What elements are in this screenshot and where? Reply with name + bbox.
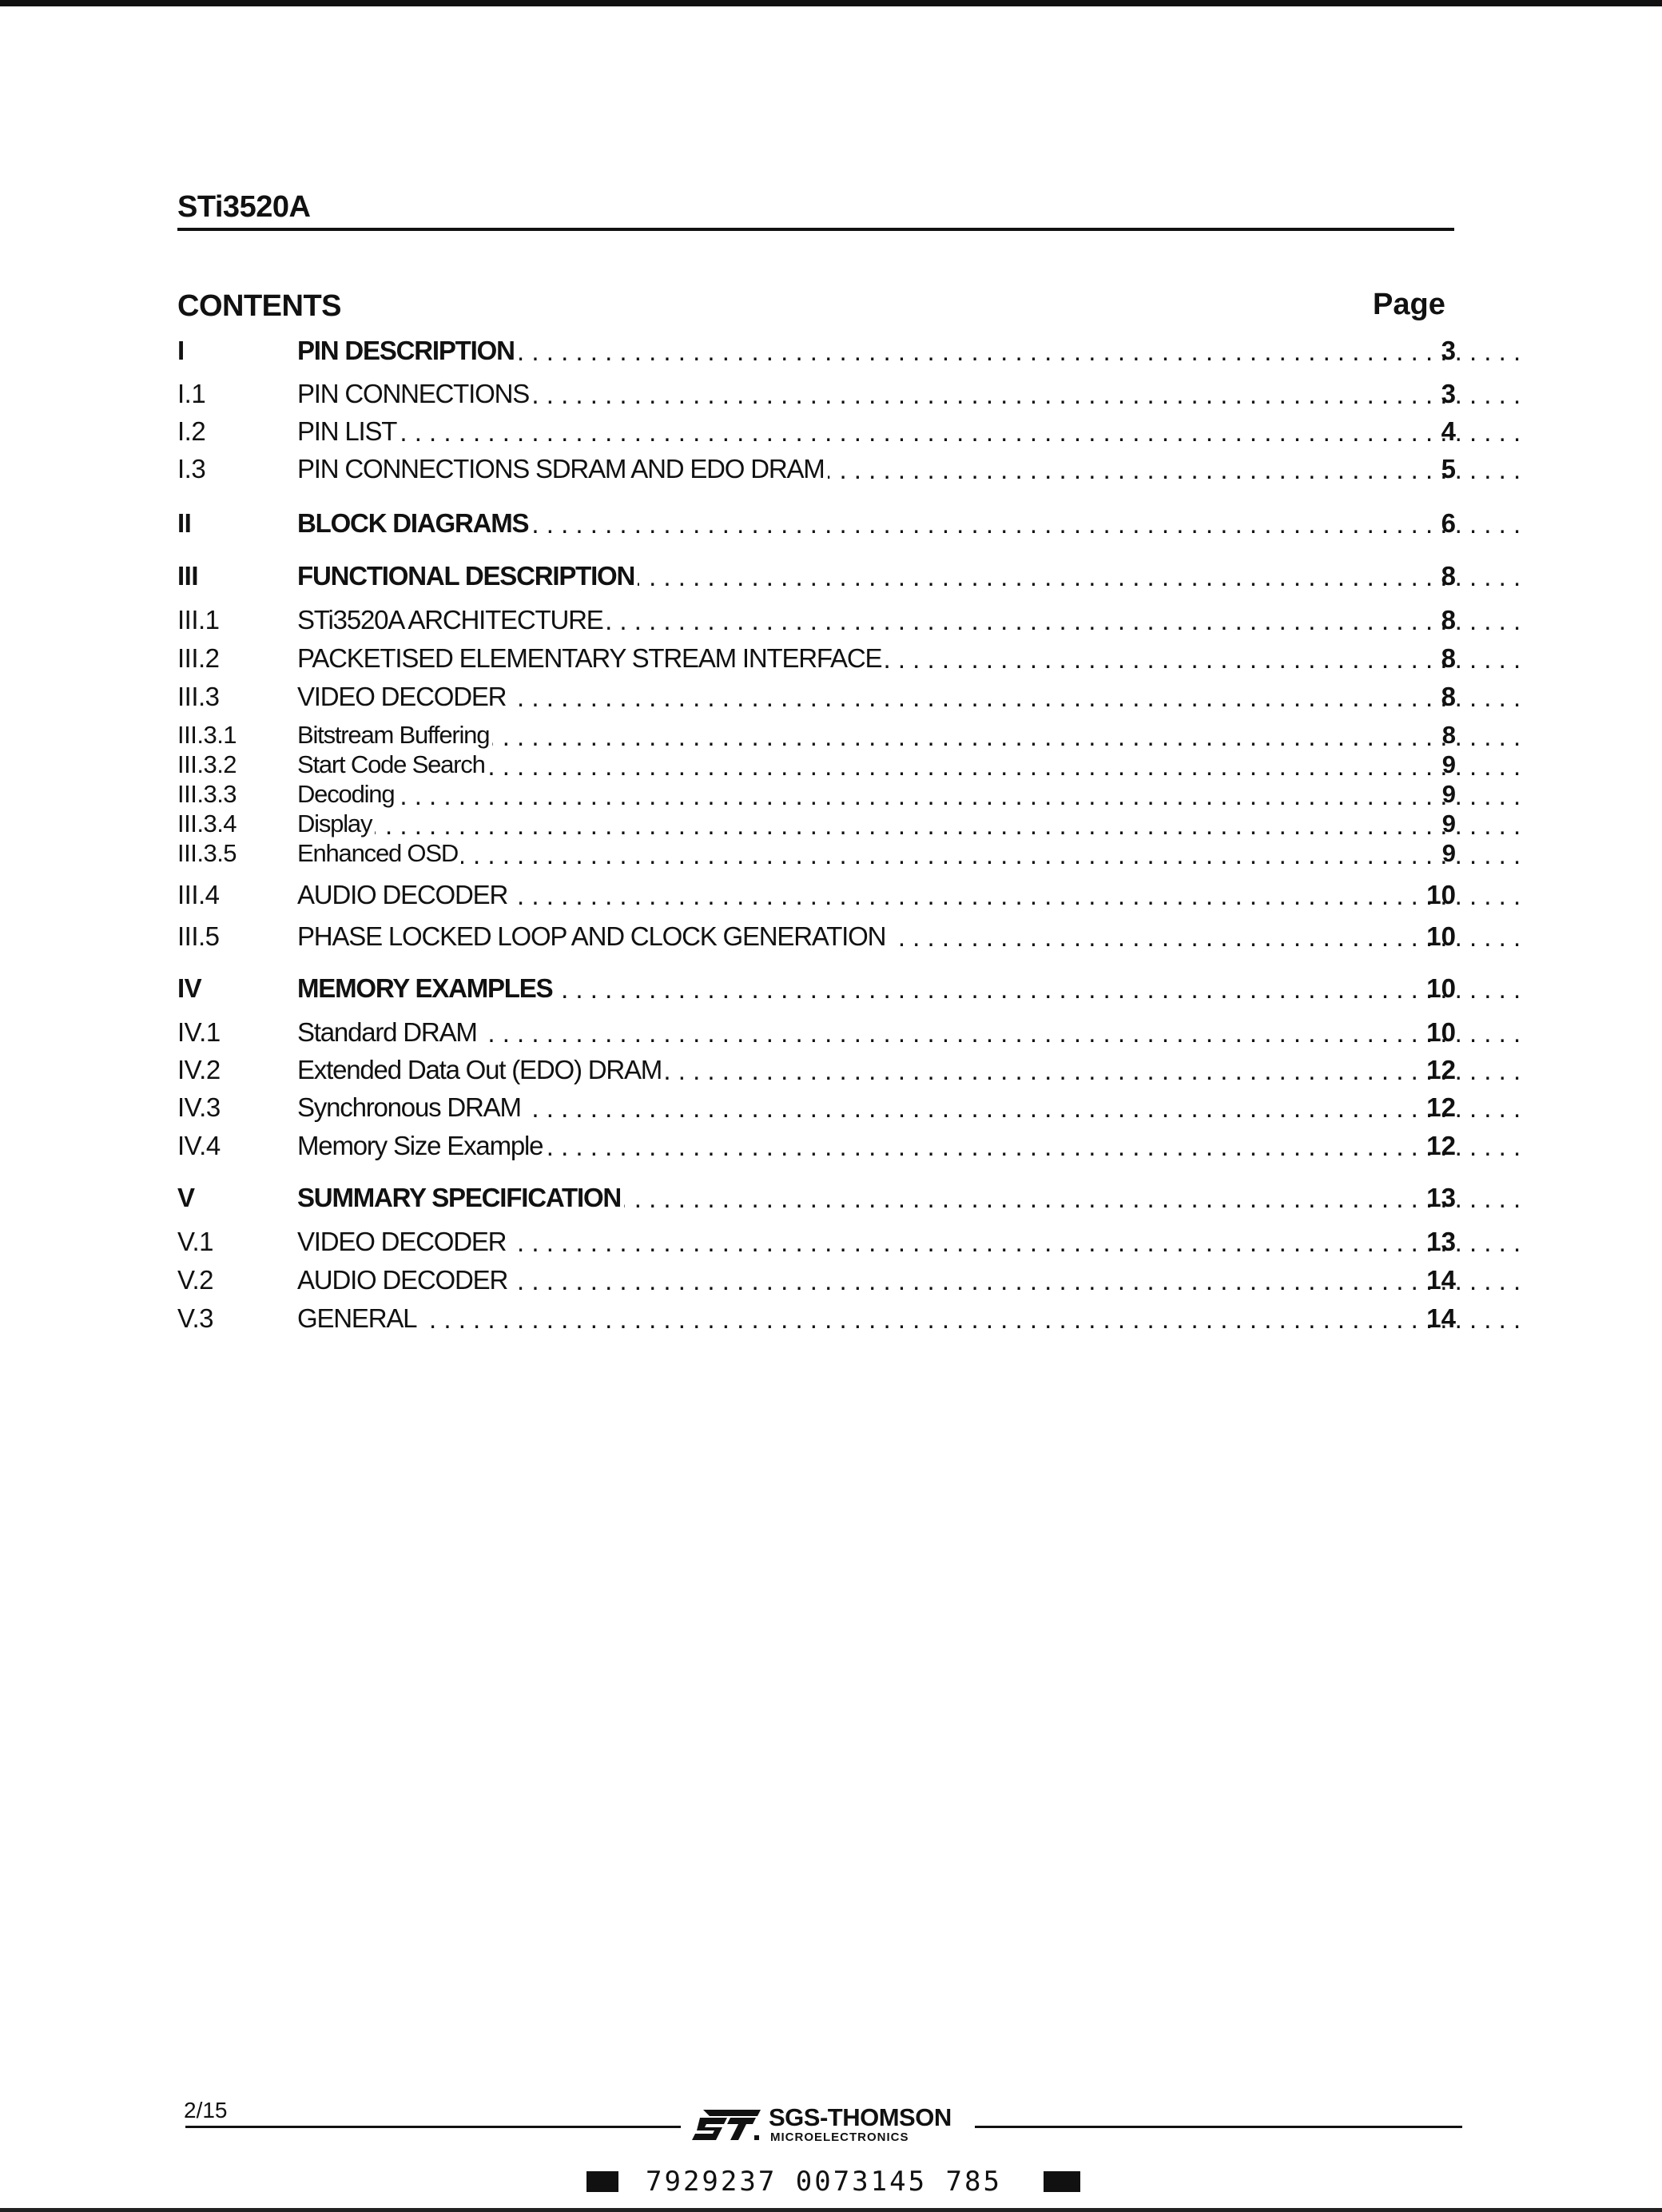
toc-entry-number: III.4 xyxy=(177,880,220,909)
toc-entry-title: PIN DESCRIPTION xyxy=(297,336,518,366)
toc-entry-number: II xyxy=(177,508,192,538)
toc-entry[interactable] xyxy=(177,605,1456,637)
toc-entry[interactable] xyxy=(177,1131,1456,1163)
toc-entry-title: MEMORY EXAMPLES xyxy=(297,973,555,1004)
toc-entry-page: 9 xyxy=(1441,750,1456,778)
toc-entry-page: 10 xyxy=(1426,973,1456,1003)
toc-entry[interactable] xyxy=(177,810,1456,841)
toc-entry-number: IV xyxy=(177,973,202,1003)
toc-entry-number: I.3 xyxy=(177,454,206,483)
toc-entry-page: 5 xyxy=(1441,454,1456,483)
toc-entry-title: SUMMARY SPECIFICATION xyxy=(297,1183,624,1213)
toc-entry-page: 10 xyxy=(1426,880,1456,909)
toc-entry-number: III.5 xyxy=(177,921,220,951)
toc-entry-title: PIN CONNECTIONS SDRAM AND EDO DRAM xyxy=(297,454,828,484)
toc-entry-page: 12 xyxy=(1426,1131,1456,1160)
toc-entry-title: PIN LIST xyxy=(297,416,400,447)
toc-entry-number: V xyxy=(177,1183,195,1212)
toc-entry[interactable] xyxy=(177,1303,1456,1335)
toc-entry-number: V.3 xyxy=(177,1303,214,1333)
toc-entry-title: AUDIO DECODER xyxy=(297,880,511,910)
toc-entry[interactable] xyxy=(177,880,1456,912)
part-number-heading: STi3520A xyxy=(177,190,311,224)
toc-entry-title: GENERAL xyxy=(297,1303,419,1334)
toc-entry-number: V.1 xyxy=(177,1227,214,1256)
toc-entry-number: IV.4 xyxy=(177,1131,221,1160)
toc-entry-number: III.3.5 xyxy=(177,839,237,867)
toc-entry[interactable] xyxy=(177,682,1456,714)
toc-entry-title: Extended Data Out (EDO) DRAM xyxy=(297,1055,665,1085)
footer-rule-right xyxy=(975,2126,1462,2128)
toc-entry-page: 9 xyxy=(1441,839,1456,867)
toc-entry[interactable] xyxy=(177,1227,1456,1259)
toc-entry[interactable] xyxy=(177,561,1456,593)
toc-entry-title: Enhanced OSD xyxy=(297,839,461,868)
toc-entry-page: 10 xyxy=(1426,1017,1456,1047)
toc-entry-number: I.2 xyxy=(177,416,206,446)
barcode-block-left xyxy=(586,2171,618,2192)
toc-entry[interactable] xyxy=(177,750,1456,782)
toc-entry-title: Display xyxy=(297,810,375,838)
toc-entry[interactable] xyxy=(177,508,1456,540)
toc-entry-title: AUDIO DECODER xyxy=(297,1265,511,1295)
toc-entry-title: Standard DRAM xyxy=(297,1017,480,1048)
toc-entry-number: IV.2 xyxy=(177,1055,221,1084)
toc-entry[interactable] xyxy=(177,1183,1456,1215)
toc-entry-page: 9 xyxy=(1441,780,1456,808)
page-bottom-edge xyxy=(0,2208,1662,2212)
toc-entry-page: 4 xyxy=(1441,416,1456,446)
toc-entry-title: Synchronous DRAM xyxy=(297,1092,524,1123)
toc-entry-page: 13 xyxy=(1426,1183,1456,1212)
toc-entry-page: 8 xyxy=(1441,605,1456,635)
toc-entry-title: PIN CONNECTIONS xyxy=(297,379,532,409)
toc-entry[interactable] xyxy=(177,921,1456,953)
toc-entry-page: 6 xyxy=(1441,508,1456,538)
toc-dot-leader xyxy=(297,416,1524,448)
toc-entry-number: III.3.3 xyxy=(177,780,237,808)
toc-entry-title: Start Code Search xyxy=(297,750,488,779)
toc-entry-title: VIDEO DECODER xyxy=(297,1227,509,1257)
toc-dot-leader xyxy=(297,1303,1524,1335)
toc-entry-title: Memory Size Example xyxy=(297,1131,546,1161)
toc-entry-title: Decoding xyxy=(297,780,397,809)
toc-entry-page: 3 xyxy=(1441,379,1456,408)
toc-entry-page: 8 xyxy=(1441,721,1456,749)
toc-entry-number: III.3.4 xyxy=(177,810,237,837)
toc-entry[interactable] xyxy=(177,1055,1456,1087)
toc-entry-number: III.3.1 xyxy=(177,721,237,749)
toc-entry-page: 8 xyxy=(1441,643,1456,673)
toc-entry-number: III.2 xyxy=(177,643,220,673)
st-logo-icon xyxy=(692,2107,764,2143)
barcode-block-right xyxy=(1044,2171,1080,2192)
toc-entry[interactable] xyxy=(177,721,1456,753)
header-rule xyxy=(177,228,1454,231)
toc-entry-title: FUNCTIONAL DESCRIPTION xyxy=(297,561,638,591)
toc-entry[interactable] xyxy=(177,379,1456,411)
barcode-number: 7929237 0073145 785 xyxy=(646,2166,1002,2198)
toc-entry-number: III.1 xyxy=(177,605,220,635)
toc-entry-title: VIDEO DECODER xyxy=(297,682,509,712)
page-column-label: Page xyxy=(1373,288,1445,321)
toc-entry[interactable] xyxy=(177,336,1456,368)
toc-entry-page: 10 xyxy=(1426,921,1456,951)
toc-entry-title: PACKETISED ELEMENTARY STREAM INTERFACE xyxy=(297,643,885,674)
toc-entry-page: 8 xyxy=(1441,682,1456,711)
toc-entry-page: 14 xyxy=(1426,1303,1456,1333)
toc-entry[interactable] xyxy=(177,1265,1456,1297)
toc-entry-number: I.1 xyxy=(177,379,206,408)
toc-entry[interactable] xyxy=(177,643,1456,675)
toc-entry[interactable] xyxy=(177,780,1456,812)
toc-entry-page: 3 xyxy=(1441,336,1456,365)
footer-rule-left xyxy=(185,2126,681,2128)
contents-title: CONTENTS xyxy=(177,289,341,323)
page-top-edge xyxy=(0,0,1662,6)
company-name: SGS-THOMSON xyxy=(769,2103,952,2131)
toc-dot-leader xyxy=(297,780,1524,812)
toc-entry[interactable] xyxy=(177,973,1456,1005)
company-subtitle: MICROELECTRONICS xyxy=(770,2130,909,2144)
toc-entry[interactable] xyxy=(177,416,1456,448)
toc-entry[interactable] xyxy=(177,839,1456,871)
toc-entry-number: I xyxy=(177,336,185,365)
toc-entry-number: IV.3 xyxy=(177,1092,221,1122)
toc-entry[interactable] xyxy=(177,1017,1456,1049)
toc-entry-page: 12 xyxy=(1426,1055,1456,1084)
toc-entry-number: IV.1 xyxy=(177,1017,221,1047)
page-folio: 2/15 xyxy=(184,2098,228,2122)
toc-entry-number: III xyxy=(177,561,199,591)
toc-entry-title: Bitstream Buffering xyxy=(297,721,492,750)
toc-entry-title: PHASE LOCKED LOOP AND CLOCK GENERATION xyxy=(297,921,889,952)
toc-dot-leader xyxy=(297,810,1524,841)
toc-entry-page: 8 xyxy=(1441,561,1456,591)
toc-entry-title: BLOCK DIAGRAMS xyxy=(297,508,531,539)
toc-dot-leader xyxy=(297,839,1524,871)
toc-entry-page: 12 xyxy=(1426,1092,1456,1122)
toc-entry[interactable] xyxy=(177,454,1456,486)
toc-entry-number: III.3.2 xyxy=(177,750,237,778)
toc-dot-leader xyxy=(297,1017,1524,1049)
toc-entry-number: V.2 xyxy=(177,1265,214,1295)
toc-entry[interactable] xyxy=(177,1092,1456,1124)
toc-entry-title: STi3520A ARCHITECTURE xyxy=(297,605,606,635)
toc-entry-page: 9 xyxy=(1441,810,1456,837)
toc-entry-page: 14 xyxy=(1426,1265,1456,1295)
toc-entry-number: III.3 xyxy=(177,682,220,711)
toc-entry-page: 13 xyxy=(1426,1227,1456,1256)
